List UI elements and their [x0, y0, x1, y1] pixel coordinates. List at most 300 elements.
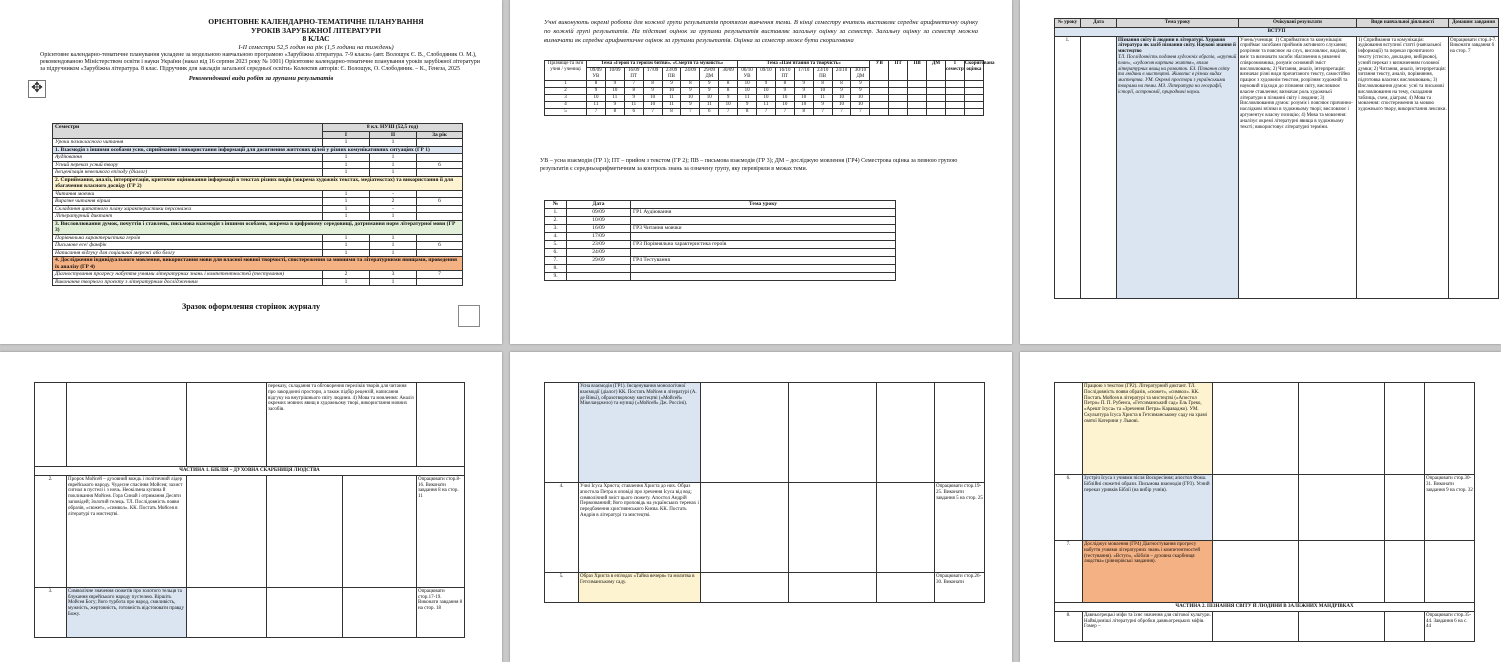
summary-cell[interactable] [927, 109, 946, 116]
lesson-number: 1. [1055, 36, 1081, 298]
grade-cell[interactable]: 9 [643, 88, 662, 95]
grade-cell[interactable]: 9 [700, 81, 719, 88]
work-type-label: Уроки позакласного читання [53, 139, 323, 147]
student-number: 4 [545, 102, 587, 109]
plan-header-date: Дата [1081, 19, 1117, 28]
lesson-row [545, 273, 896, 281]
table-header-semesters: Семестри [53, 124, 323, 139]
lesson-topic[interactable]: ГР3 Порівняльна характеристика героїв [631, 241, 896, 249]
plan-subtitle: УРОКІВ ЗАРУБІЖНОЇ ЛІТЕРАТУРИ [251, 25, 381, 35]
lesson-topic: Пророк Мойсей – духовний вождь і політичний лідер єврейського народу. Чудесне спасіння Мойсея; захист сигнал в пустелі і з ночь. Неокілмна купина й покликання Мойсея. Гора Синай і отримання Десяти заповідей; Золотий телець. ТЛ. Послідовність появи образів, «сюжет», «символ». КК. Постать Мойсея в літературі та мистецтві. [67, 475, 187, 587]
grade-cell[interactable]: 10 [587, 95, 606, 102]
grade-cell[interactable]: 7 [643, 109, 662, 116]
work-type-year [417, 190, 463, 198]
grade-cell[interactable]: 11 [738, 95, 757, 102]
plan-header-activities: Види навчальної діяльності [1357, 19, 1449, 28]
grade-cell[interactable]: 10 [738, 81, 757, 88]
grade-cell[interactable]: 9 [681, 88, 700, 95]
grade-cell[interactable]: 7 [681, 109, 700, 116]
lesson-topic[interactable] [631, 233, 896, 241]
lesson-topic[interactable]: ГР3 Читання мовчки [631, 225, 896, 233]
student-number: 3 [545, 95, 587, 102]
work-type-row [53, 220, 463, 234]
lesson-activities [1299, 611, 1385, 641]
lesson-topic[interactable] [631, 273, 896, 281]
grade-header-name: Прізвище та ім'я учня / учениці [545, 61, 587, 81]
part1-title: ЧАСТИНА 1. БІБЛІЯ – ДУХОВНА СКАРБНИЦЯ ЛЮДСТВА [35, 467, 465, 476]
grade-cell[interactable]: 7 [757, 109, 776, 116]
grade-cell[interactable]: 10 [643, 95, 662, 102]
grade-header-pv: ПВ [908, 61, 927, 81]
lesson-results [187, 587, 267, 637]
work-type-label: Літературний диктант [53, 213, 323, 221]
lesson-row [545, 241, 896, 249]
page5-table [544, 382, 984, 603]
summary-cell[interactable] [964, 88, 983, 95]
summary-cell[interactable] [945, 102, 964, 109]
lesson-results [1213, 383, 1299, 475]
grade-cell[interactable]: 9 [719, 95, 738, 102]
lesson-row [545, 257, 896, 265]
lesson-topic: Досліджує мовлення (ГР4) Діагностування прогресу набуття учнями літературних знань і компетентностей (тестування). «Вступ», «Біблія – духовна скарбниця людства» (рівнорівські завдання). [1083, 541, 1213, 603]
work-type-year [417, 234, 463, 242]
work-type-sem2: 3 [370, 271, 417, 279]
grade-cell[interactable]: 10 [775, 102, 794, 109]
work-type-year [417, 154, 463, 162]
grade-cell[interactable]: 9 [757, 81, 776, 88]
lesson-number: 8. [545, 265, 567, 273]
lesson-number: 3. [35, 587, 67, 637]
work-type-sem1: 1 [323, 249, 370, 257]
recommended-title: Рекомендовані види робіт за групами результатів [188, 75, 334, 82]
plan-description: Орієнтовне календарно-тематичне планування укладене за модельною навчальною програмою «Зарубіжна література. 7-9 класи» (авт. Волощук Є. В., Слободяник О. М.), рекомендованою Міністерством освіти і науки України (наказ від 16 серпня 2023 року № 1001) Орієнтовне календарно-тематичне планування уроків зарубіжної літератури за підручником «Зарубіжна література. 8 клас. Підручник для закладів загальної середньої освіти» Колектив авторів: Є. Волощук, О. Слободяник. – К., Генеза, 2025 [40, 52, 480, 72]
lesson-topic[interactable] [631, 217, 896, 225]
lesson-topic[interactable]: ГР1 Аудіювання [631, 209, 896, 217]
grade-cell[interactable]: 9 [700, 88, 719, 95]
lesson-homework: Опрацювати стор.35-44. Завдання 6 на с. 44 [1425, 611, 1475, 641]
grade-cell[interactable]: 10 [832, 102, 851, 109]
summary-cell[interactable] [908, 95, 927, 102]
lesson-table [544, 200, 896, 281]
lesson-date[interactable]: 29/09 [567, 257, 631, 265]
grade-cell[interactable]: 8 [832, 81, 851, 88]
lesson-row [35, 587, 465, 637]
grade-cell[interactable]: 8 [794, 109, 813, 116]
grade-cell[interactable]: 10 [851, 102, 870, 109]
grade-cell[interactable]: 8 [719, 81, 738, 88]
grade-date: 16/10 ПТ [775, 68, 794, 81]
work-type-label: Інсценізація невеликого епізоду (діалог) [53, 169, 323, 177]
lesson-results [187, 475, 267, 587]
grade-row [545, 109, 984, 116]
grade-cell[interactable]: 10 [775, 95, 794, 102]
lesson-results [701, 573, 789, 603]
lesson-topic: Усна взаємодія (ГР1). Інсценування монологічної взаємодії (діалог) КК. Постать Мойсея в літературі (А. де Віньї), образотворчому мистецтві («Мойсей» Мікеланджело) та музиці («Мойсей» Дж. Россіні). [579, 383, 701, 483]
page4-table [34, 382, 464, 638]
work-type-sem1: 1 [323, 278, 370, 286]
grade-header-topic2: Тема «Пам'ятання та творчість» [738, 61, 870, 68]
lesson-topic: Давньогрецькі міфи та їхнє значення для світової культури. Найвідоміші літературні обробки давньогрецьких міфів. Гомер – [1083, 611, 1213, 641]
lesson-number: 6. [1055, 475, 1083, 541]
grade-cell[interactable]: 11 [662, 95, 681, 102]
grade-cell[interactable]: 9 [775, 88, 794, 95]
lesson-date[interactable]: 24/09 [567, 249, 631, 257]
grade-cell[interactable]: 9 [794, 88, 813, 95]
summary-cell[interactable] [870, 102, 889, 109]
work-type-sem1: 1 [323, 169, 370, 177]
work-type-row [53, 161, 463, 169]
semester-line: І-ІІ семестри 52,5 годин на рік (1,5 години на тиждень) [238, 43, 394, 51]
lesson-topic[interactable] [631, 265, 896, 273]
lesson-homework: Опрацювати стор.8-16. Виконати завдання 8 на стор. 11 [417, 475, 465, 587]
work-type-label: Складання цитатного плану характеристики персонажа [53, 205, 323, 213]
summary-cell[interactable] [945, 95, 964, 102]
lesson-date[interactable]: 23/09 [567, 241, 631, 249]
result-group-heading: 1. Взаємодія з іншими особами усно, сприймання і використання інформації для досягнення життєвих цілей у різних комунікативних ситуаціях (ГР 1) [53, 146, 463, 154]
grade-cell[interactable]: 10 [813, 88, 832, 95]
page1-header [0, 0, 502, 51]
work-type-label: Усний переказ усний твору [53, 161, 323, 169]
lesson-extra [1385, 541, 1425, 603]
grade-row [545, 95, 984, 102]
grade-cell[interactable]: 7 [775, 109, 794, 116]
summary-cell[interactable] [945, 109, 964, 116]
work-type-sem2: 1 [370, 249, 417, 257]
grade-cell[interactable]: 9 [851, 81, 870, 88]
summary-cell[interactable] [927, 102, 946, 109]
lesson-number: 9. [545, 273, 567, 281]
lesson-topic: Пізнання світу й людини в літературі. Художня література як засіб пізнання світу. Наукові знання й мистецтво [1118, 37, 1236, 55]
work-type-year [417, 169, 463, 177]
grade-date: 06/10 УВ [738, 68, 757, 81]
grade-cell[interactable]: 9 [587, 88, 606, 95]
grade-cell[interactable]: 11 [813, 95, 832, 102]
grade-cell[interactable]: 10 [700, 95, 719, 102]
table-move-handle-icon[interactable]: ✥ [28, 80, 46, 98]
summary-cell[interactable] [870, 95, 889, 102]
summary-cell[interactable] [964, 109, 983, 116]
grade-cell[interactable]: 11 [624, 102, 643, 109]
grade-cell[interactable]: 9 [624, 95, 643, 102]
summary-cell[interactable] [870, 109, 889, 116]
grade-date: 29/09 ДМ [700, 68, 719, 81]
lesson-number: 1. [545, 209, 567, 217]
student-number: 1 [545, 81, 587, 88]
grade-cell[interactable]: 9 [794, 81, 813, 88]
lesson-row [1055, 541, 1475, 603]
work-type-row [53, 154, 463, 162]
grade-cell[interactable]: 10 [851, 95, 870, 102]
work-type-row [53, 249, 463, 257]
work-type-sem2: 1 [370, 161, 417, 169]
grade-cell[interactable]: 11 [662, 102, 681, 109]
summary-cell[interactable] [889, 81, 908, 88]
grade-cell[interactable]: 7 [719, 109, 738, 116]
summary-cell[interactable] [870, 81, 889, 88]
work-type-sem1: 1 [323, 190, 370, 198]
grade-cell[interactable]: 9 [832, 88, 851, 95]
grade-cell[interactable]: 8 [738, 109, 757, 116]
work-type-label: Читання мовчки [53, 190, 323, 198]
work-type-row [53, 213, 463, 221]
lesson-activities [789, 573, 877, 603]
grade-cell[interactable]: 10 [757, 95, 776, 102]
work-type-row [53, 234, 463, 242]
lesson-activities [1299, 475, 1385, 541]
lesson-extra [877, 573, 935, 603]
table-resize-handle[interactable] [458, 305, 480, 327]
grade-cell[interactable]: 7 [851, 109, 870, 116]
grade-header-dm: ДМ [927, 61, 946, 81]
lesson-number: 2. [545, 217, 567, 225]
table-header-sem2: ІІ [370, 131, 417, 139]
part2-title: ЧАСТИНА 2. ПІЗНАННЯ СВІТУ Й ЛЮДИНИ В ЗАЛЕЖНИХ МАНДРІВКАХ [1055, 603, 1475, 612]
work-type-row [53, 146, 463, 154]
grade-cell[interactable]: 8 [587, 81, 606, 88]
summary-cell[interactable] [908, 102, 927, 109]
summary-cell[interactable] [889, 95, 908, 102]
work-type-label: Діагностування прогресу набуття учнями літературних знань і компетентностей (тестування) [53, 271, 323, 279]
grade-header-topic1: Тема «Герой та героїзм битви». «Смертя та мужність» [587, 61, 738, 68]
document-page-5 [510, 352, 1012, 662]
work-type-sem1: 1 [323, 213, 370, 221]
lesson-extra [1385, 383, 1425, 475]
work-type-sem2: 1 [370, 213, 417, 221]
lesson-topic: Образ Христа в епізодах «Тайна вечеря» та молитва в Гетсиманському саду. [579, 573, 701, 603]
work-type-row [53, 169, 463, 177]
lesson-row [545, 265, 896, 273]
lesson-activities [1299, 383, 1385, 475]
lesson-date[interactable] [567, 265, 631, 273]
work-type-sem1: 1 [323, 139, 370, 147]
abbreviation-note: УВ – усна взаємодія (ГР 1); ПТ – прийом з текстом (ГР 2); ПВ – письмова взаємодія (ГР 3); ДМ – досліджую мовлення (ГР4) Семестрова оцінка за певною групою результатів є середньоарифметичним за контроль знань за означену групу, яку перевіряли в межах теми. [540, 158, 958, 172]
grade-cell[interactable]: 10 [757, 88, 776, 95]
lesson-results [701, 483, 789, 573]
lesson-row [545, 209, 896, 217]
lesson-header-num: № [545, 201, 567, 209]
lesson-date[interactable]: 17/09 [567, 233, 631, 241]
summary-cell[interactable] [927, 81, 946, 88]
work-type-sem1: 2 [323, 271, 370, 279]
grade-date: 17/09 [643, 68, 662, 81]
lesson-results: Учень/учениця: 1) Сприйматися та комунікація: сприймає засобами прийомів активного слухання; розрізняє та пояснює на слух, висловлює, виділяє, вміє та визначати засоби збагачення в уявленні співрозмовника, розуміє основний зміст висловлювань; 2) Читання, аналіз, інтерпретація: визначає різні види прочитаного тексту, самостійно працює з художнім текстом, розрізняє художній та науковий підходи до пізнання світу, висловлює власне ставлення; визначає роль художньої літератури в пізнанні світу і людини; 3) Висловлювання думок: розуміє і пояснює причинно-наслідкові зв'язки в художньому творі; висловлює і аргументує власну позицію; 4) Мова та мовлення: аналізує окремі літературні явища в художньому тексті; використовує літературні терміни. [1239, 36, 1357, 298]
summary-cell[interactable] [927, 88, 946, 95]
grade-header-uv: УВ [870, 61, 889, 81]
lesson-row [1055, 475, 1475, 541]
work-type-sem2: - [370, 205, 417, 213]
grade-cell[interactable]: 11 [700, 102, 719, 109]
lesson-row [545, 573, 985, 603]
result-group-heading: 2. Сприймання, аналіз, інтерпретація, критичне оцінювання інформації в текстах різних видів (зокрема художніх текстах, медіатекстах) та використання її для збагачення власного досвіду (ГР 2) [53, 176, 463, 190]
plan-header-results: Очікувані результати [1239, 19, 1357, 28]
grade-cell[interactable]: 8 [662, 109, 681, 116]
grade-date: 09/09 УВ [587, 68, 606, 81]
work-type-label: Аудіювання [53, 154, 323, 162]
lesson-topic: Зустріч Ісуса з учнями після Воскресіння; апостол Фома. Біблійні сюжетні образи. Письмова взаємодія (ГР3). Усний переказ уривків Біблії (на вибір учнів). [1083, 475, 1213, 541]
lesson-date [1081, 36, 1117, 298]
work-type-row [53, 242, 463, 250]
lesson-number [545, 383, 579, 483]
lesson-date[interactable]: 16/09 [567, 225, 631, 233]
grade-date: 24/10 [832, 68, 851, 81]
work-type-sem2: - [370, 190, 417, 198]
summary-cell[interactable] [908, 109, 927, 116]
work-type-year: 6 [417, 198, 463, 206]
work-type-label: Виконання творчого проєкту з літературним дослідженням [53, 278, 323, 286]
grade-cell[interactable]: 8 [775, 81, 794, 88]
grade-cell[interactable]: 10 [662, 88, 681, 95]
lesson-topic: Учні Ісуса Христа; ставлення Христа до них. Образ апостола Петра в оповіді про зречення Ісуса від вод; символічний зміст цього сюжету. Апостол Андрій Первозванний; його проповідь на українських теренах і передбачення християнського Києва. КК. Постать Андрія в літературі та мистецтві. [579, 483, 701, 573]
lesson-number: 2. [35, 475, 67, 587]
grade-header-semester: 1 семестр [945, 61, 964, 81]
grade-cell[interactable]: 8 [605, 109, 624, 116]
grade-cell[interactable]: 10 [643, 102, 662, 109]
summary-cell[interactable] [964, 81, 983, 88]
summary-cell[interactable] [889, 109, 908, 116]
lesson-activities [267, 475, 343, 587]
grade-row [545, 102, 984, 109]
grade-cell[interactable]: 10 [832, 95, 851, 102]
summary-cell[interactable] [964, 102, 983, 109]
summary-cell[interactable] [889, 102, 908, 109]
student-number: 5 [545, 109, 587, 116]
summary-cell[interactable] [927, 95, 946, 102]
result-group-heading: 3. Висловлювання думок, почуттів і ставлень, письмова взаємодія з іншими особами, зокрема в цифровому середовищі, дотримання норм літературної мови (ГР 3) [53, 220, 463, 234]
grade-cell[interactable]: 9 [605, 81, 624, 88]
page6-table [1054, 382, 1474, 642]
grade-cell[interactable]: 9 [851, 88, 870, 95]
work-type-year [417, 205, 463, 213]
lesson-row [545, 225, 896, 233]
grade-header-pt: ПТ [889, 61, 908, 81]
grade-cell[interactable]: 7 [624, 81, 643, 88]
summary-cell[interactable] [908, 88, 927, 95]
lesson-number: 4. [545, 233, 567, 241]
grade-cell[interactable]: 10 [794, 95, 813, 102]
document-page-4 [0, 352, 502, 662]
grade-cell[interactable]: 8 [813, 81, 832, 88]
lesson-homework [1425, 541, 1475, 603]
summary-cell[interactable] [889, 88, 908, 95]
work-type-row [53, 278, 463, 286]
grade-date: 09/10 [757, 68, 776, 81]
work-type-year [417, 213, 463, 221]
work-type-label: Порівняльна характеристика героїв [53, 234, 323, 242]
lesson-topic: Працюю з текстом (ГР2). Літературний диктант. ТЛ. Послідовність появи образів, «сюжет», «символ». КК. Постать Мойсея в літературі та мистецтві («Апостол Петро» П. П. Рубенса, «Гетсиманський сад» Ель Греко, «Арешт Ісуса» та «Зречення Петра» Караваджо). УМ. Скульптура Ісуса Христа в Гетсиманському саду на храмі святої Катерини у Львові. [1083, 383, 1213, 475]
grade-date: 30/10 ДМ [851, 68, 870, 81]
plan-header-num: № уроку [1055, 19, 1081, 28]
work-type-sem1: 1 [323, 198, 370, 206]
lesson-date[interactable]: 10/09 [567, 217, 631, 225]
grade-cell[interactable]: 10 [794, 102, 813, 109]
grade-cell[interactable]: 10 [719, 102, 738, 109]
lesson-activities [789, 483, 877, 573]
document-page-2 [510, 0, 1012, 344]
summary-cell[interactable] [945, 81, 964, 88]
lesson-extra [1385, 611, 1425, 641]
work-type-row [53, 176, 463, 190]
lesson-topic-note: ТЛ. Послідовність подання художніх образів, «крупний план», «художня картина життя», вплив літературних явищ на розвиток. ЕЗ. Пізнання світу та людини в мистецтві. Живопис в різних видах мистецтва. УМ. Окремі простори з українськими творами на теми. МЗ. Література на географії, історії, астрономії, природничі науки. [1118, 54, 1237, 95]
lesson-results [1213, 475, 1299, 541]
page1-body [0, 52, 502, 82]
lesson-activities [789, 383, 877, 483]
grade-cell[interactable]: 10 [738, 88, 757, 95]
grade-cell[interactable]: 6 [624, 109, 643, 116]
grade-cell[interactable]: 10 [605, 88, 624, 95]
grade-cell[interactable]: 9 [605, 102, 624, 109]
summary-cell[interactable] [870, 88, 889, 95]
empty-cell [417, 383, 465, 467]
lesson-date[interactable] [567, 273, 631, 281]
summary-cell[interactable] [945, 88, 964, 95]
lesson-number [1055, 383, 1083, 475]
work-type-row [53, 257, 463, 271]
lesson-header-topic: Тема уроку [631, 201, 896, 209]
continued-activities: переказу, складання та обговорення переліків творів для читання про закордонні простори, а також підбір рецензій, написання відгуку на внутрішнього світу людини. 4) Мова та мовлення: Аналіз окремих мовних явищ в художньому творі, використання мовних засобів. [267, 383, 417, 467]
work-type-year: 7 [417, 271, 463, 279]
lesson-date[interactable]: 09/09 [567, 209, 631, 217]
grade-cell[interactable]: 8 [643, 81, 662, 88]
grade-cell[interactable]: 9 [662, 81, 681, 88]
lesson-activities [1299, 541, 1385, 603]
work-type-row [53, 271, 463, 279]
grade-cell[interactable]: 7 [832, 109, 851, 116]
lesson-plan-table [1054, 18, 1498, 299]
table-header-grade: 8 кл. НУШ (52,5 год) [323, 124, 463, 132]
document-page-3 [1020, 0, 1501, 344]
lesson-number: 3. [545, 225, 567, 233]
grade-cell[interactable]: 11 [605, 95, 624, 102]
work-type-sem2: 2 [370, 198, 417, 206]
work-type-sem2: 1 [370, 169, 417, 177]
grade-cell[interactable]: 11 [757, 102, 776, 109]
lesson-topic[interactable]: ГР4 Тестування [631, 257, 896, 265]
grade-cell[interactable]: 8 [681, 81, 700, 88]
grade-cell[interactable]: 8 [624, 88, 643, 95]
grade-cell[interactable]: 7 [813, 109, 832, 116]
summary-cell[interactable] [964, 95, 983, 102]
lesson-number: 4. [545, 483, 579, 573]
grade-cell[interactable]: 9 [813, 102, 832, 109]
grade-date: 16/09 ПТ [624, 68, 643, 81]
lesson-topic[interactable] [631, 249, 896, 257]
grade-cell[interactable]: 10 [681, 95, 700, 102]
lesson-number: 5. [545, 573, 579, 603]
lesson-homework: Опрацювати стор.19-25. Виконати завдання 5 на стор. 25 [935, 483, 985, 573]
work-type-label: Виразне читання вірша [53, 198, 323, 206]
grade-date: 17/10 [794, 68, 813, 81]
lesson-homework: Опрацювати стор.4-7. Виконати завдання 6 на стор. 7 [1449, 36, 1499, 298]
lesson-number: 6. [545, 249, 567, 257]
lesson-homework [935, 383, 985, 483]
work-type-row [53, 139, 463, 147]
grade-cell[interactable]: 8 [719, 88, 738, 95]
work-type-year [417, 139, 463, 147]
summary-cell[interactable] [908, 81, 927, 88]
lesson-homework: Опрацювати стор.30-31. Виконати завдання 9 на стор. 32 [1425, 475, 1475, 541]
lesson-topic-cell [1117, 36, 1239, 298]
lesson-number: 8. [1055, 611, 1083, 641]
grade-cell[interactable]: 7 [587, 109, 606, 116]
grade-cell[interactable]: 11 [587, 102, 606, 109]
grade-cell[interactable]: 6 [700, 109, 719, 116]
work-type-label: Письмове есе/ фанфік [53, 242, 323, 250]
work-type-sem1: 1 [323, 205, 370, 213]
work-type-sem1: 1 [323, 234, 370, 242]
work-type-year: 6 [417, 161, 463, 169]
grade-cell[interactable]: 9 [681, 102, 700, 109]
grade-cell[interactable]: 9 [738, 102, 757, 109]
